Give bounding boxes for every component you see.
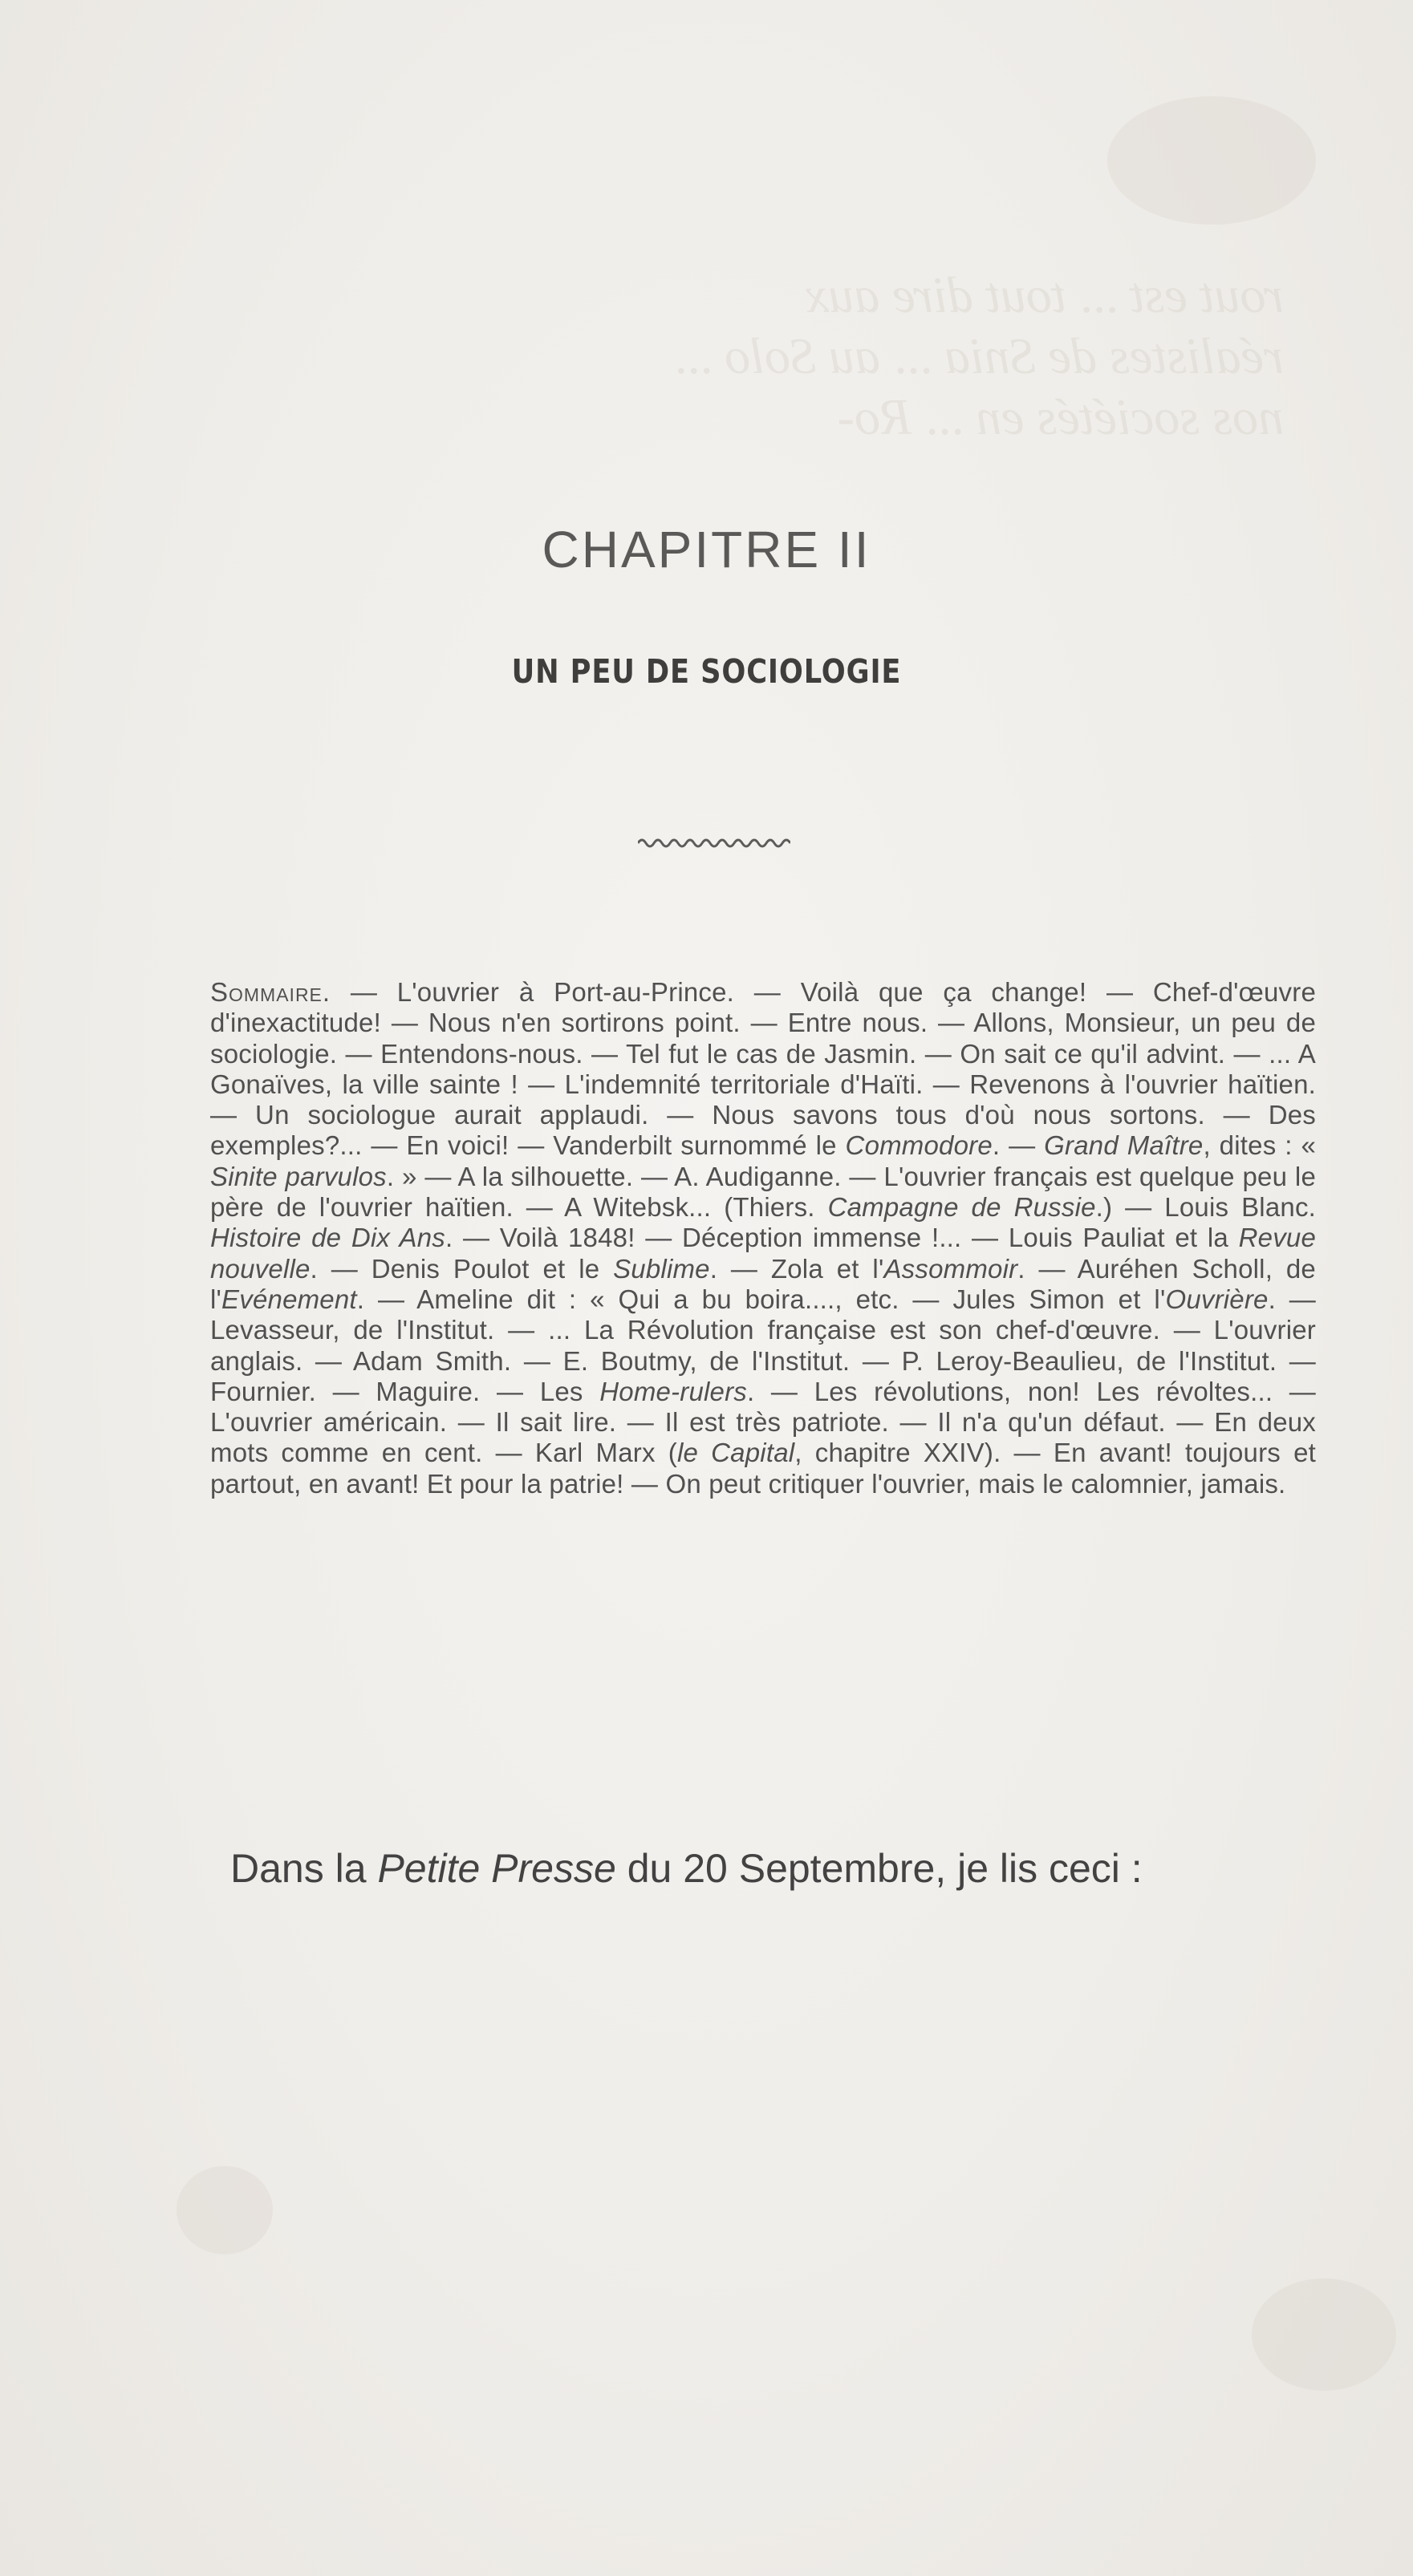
summary-italic: Revue nouvelle — [210, 1223, 1316, 1284]
chapter-subtitle: UN PEU DE SOCIOLOGIE — [511, 652, 902, 691]
summary-text: .) — Louis Blanc. — [1095, 1192, 1317, 1223]
summary-italic: Grand Maître — [1044, 1130, 1204, 1161]
summary-text: . — Voilà 1848! — Déception immense !... — Louis Pauliat et la — [445, 1223, 1239, 1253]
summary-text: . — Auréhen Scholl, de l' — [210, 1253, 1316, 1314]
bleed-through-text: rout est ... tout dire aux réalistes de Snia ... au Solo ... nos sociétés en ... Ro- — [673, 266, 1284, 445]
summary-italic: Evénement — [221, 1284, 357, 1314]
newspaper-title: Petite Presse — [377, 1846, 616, 1891]
summary-italic: Assommoir — [883, 1253, 1018, 1284]
summary-italic: Campagne de Russie — [827, 1192, 1096, 1223]
wavy-ornament — [638, 834, 790, 852]
summary-italic: Home-rulers — [599, 1376, 747, 1406]
summary-text: . — Levasseur, de l'Institut. — ... La Révolution française est son chef-d'œuvre. — L'ouvrier anglais. — Adam Smith. — E. Boutmy, de l'Institut. — P. Leroy-Beaulieu, de l'Institut. — Fournier. — Maguire. — Les — [210, 1284, 1317, 1406]
summary-text: , chapitre XXIV). — En avant! toujours et partout, en avant! Et pour la patrie! — On peut critiquer l'ouvrier, mais le calomnier, jamais. — [210, 1438, 1316, 1499]
body-text-run: du 20 Septembre, je lis ceci : — [615, 1846, 1143, 1891]
summary-italic: le Capital — [676, 1438, 795, 1468]
summary-italic: Ouvrière — [1165, 1284, 1269, 1314]
summary-text: . — Denis Poulot et le — [310, 1253, 614, 1284]
summary-text: . — Les révolutions, non! Les révoltes... — L'ouvrier américain. — Il sait lire. — Il est très patriote. — Il n'a qu'un défaut. — En deux mots comme en cent. — Karl Marx ( — [210, 1376, 1316, 1468]
summary-italic: Commodore — [845, 1130, 993, 1161]
summary-lead: Sommaire. — [210, 977, 331, 1007]
paper-stain — [177, 2166, 273, 2254]
paper-stain — [1107, 96, 1316, 225]
summary-italic: Sublime — [613, 1253, 710, 1284]
summary-text: . » — A la silhouette. — A. Audiganne. — L'ouvrier français est quelque peu le père de l'ouvrier haïtien. — A Witebsk... (Thiers. — [210, 1161, 1316, 1223]
body-paragraph — [189, 1844, 1315, 1893]
summary-text: . — Ameline dit : « Qui a bu boira...., etc. — Jules Simon et l' — [356, 1284, 1166, 1314]
body-text — [189, 1844, 1315, 1893]
body-text-run: Dans la — [230, 1846, 378, 1891]
summary-italic: Sinite parvulos — [210, 1161, 387, 1191]
summary-paragraph — [210, 977, 1316, 1499]
summary-italic: Histoire de Dix Ans — [210, 1223, 445, 1253]
summary-text: . — — [992, 1130, 1045, 1161]
summary-text: , dites : « — [1203, 1130, 1317, 1161]
summary-text: . — Zola et l' — [709, 1253, 884, 1284]
chapter-summary — [210, 977, 1316, 1499]
summary-text: — L'ouvrier à Port-au-Prince. — Voilà que ça change! — Chef-d'œuvre d'inexactitude! — Nous n'en sortirons point. — Entre nous. — Allons, Monsieur, un peu de sociologie. — Entendons-nous. — Tel fut le cas de Jasmin. — On sait ce qu'il advint. — ... A Gonaïves, la ville sainte ! — L'indemnité territoriale d'Haïti. — Revenons à l'ouvrier haïtien. — Un sociologue aurait applaudi. — Nous savons tous d'où nous sortons. — Des exemples?... — En voici! — Vanderbilt surnommé le — [210, 977, 1316, 1161]
paper-stain — [1252, 2278, 1396, 2391]
chapter-heading: CHAPITRE II — [542, 521, 871, 578]
